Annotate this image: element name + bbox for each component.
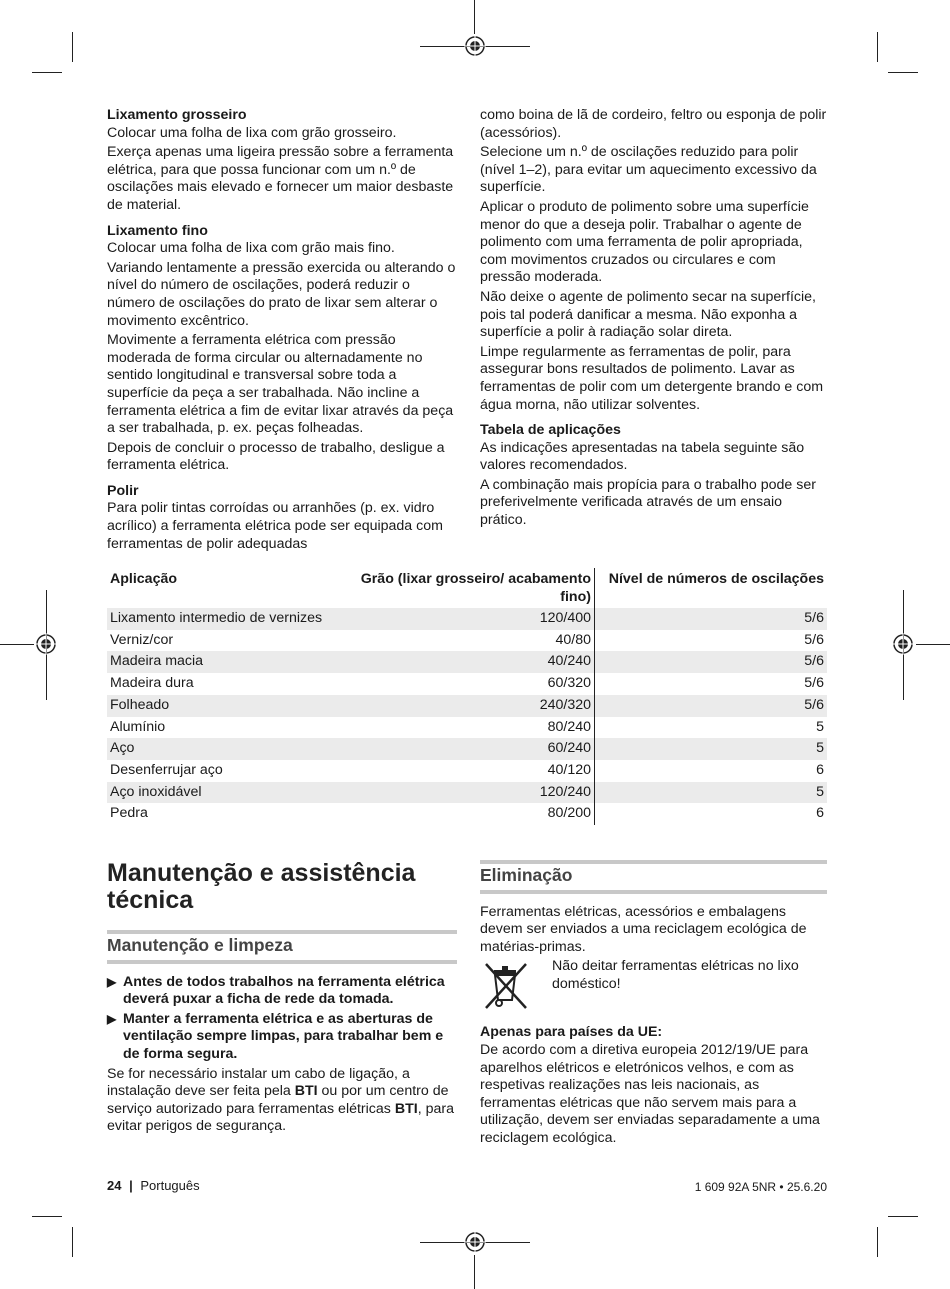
table-row [107,782,827,804]
section-title-applications-table: Tabela de aplicações [480,422,621,439]
paragraph: Para polir tintas corroídas ou arranhões (p. ex. vidro acrílico) a ferramenta elétrica pode ser equipada com ferramentas de polir adequadas [107,500,443,552]
paragraph: A combinação mais propícia para o trabalho pode ser preferivelmente verificada através de um ensaio prático. [480,476,816,529]
cell-grit: 120/240 [338,782,595,804]
table-row [107,673,827,695]
paragraph: De acordo com a diretiva europeia 2012/19/UE para aparelhos elétricos e eletrónicos velhos, e com as respetivas realizações nas leis nacionais, as ferramentas elétricas que não servem mais para a utilização, devem ser enviadas separadamente a uma reciclagem ecológica. [480,1041,820,1146]
cell-oscillation-level: 5 [595,717,828,739]
right-column [480,107,830,532]
registration-mark-icon [35,633,57,655]
cell-application: Aço [107,738,338,760]
cell-grit: 80/200 [547,805,591,822]
section-title-polishing: Polir [107,482,139,499]
maintenance-subtitle: Manutenção e limpeza [107,930,457,964]
footer-language: Português [140,1178,200,1193]
cell-application: Alumínio [110,718,166,735]
table-body [107,608,827,825]
cell-oscillation-level: 6 [595,760,828,782]
cell-application: Aço inoxidável [107,782,338,804]
header-oscillation-level: Nível de números de oscilações [595,568,828,608]
text: ou por um centro de serviço autorizado para ferramentas elétricas [107,1083,449,1117]
table-row [107,738,827,760]
cell-oscillation-level: 5/6 [595,608,828,630]
maintenance-section [107,860,457,1138]
registration-mark-icon [464,1231,486,1253]
cell-grit: 40/120 [547,761,591,778]
applications-table [107,568,827,825]
paragraph: Selecione um n.º de oscilações reduzido para polir (nível 1–2), para evitar um aquecimento excessivo da superfície. [480,144,817,196]
paragraph: Não deixe o agente de polimento secar na superfície, pois tal poderá danificar a mesma. Não exponha a superfície a polir à radiação solar direta. [480,288,816,341]
cell-application: Folheado [107,695,338,717]
header-application: Aplicação [110,571,178,587]
cell-grit: 40/80 [555,631,591,648]
table-header-row [107,568,827,608]
cell-oscillation-level: 6 [595,803,828,825]
paragraph: Limpe regularmente as ferramentas de polir, para assegurar bons resultados de polimento. Lavar as ferramentas de polir com um detergente brando e com água morna, não utilizar solventes. [480,343,824,413]
table-row [107,695,827,717]
cell-oscillation-level: 5/6 [595,651,828,673]
cell-grit: 60/240 [338,738,595,760]
paragraph: Depois de concluir o processo de trabalho, desligue a ferramenta elétrica. [107,439,445,474]
triangle-bullet-icon: ▶ [107,1011,117,1026]
left-column [107,107,457,555]
cell-oscillation-level: 5/6 [595,630,828,652]
weee-notice [480,958,827,1016]
cell-application: Lixamento intermedio de vernizes [107,608,338,630]
paragraph: Aplicar o produto de polimento sobre uma superfície menor do que a deseja polir. Trabalhar o agente de polimento com uma ferramenta de polir apropriada, com movimentos cruzados ou circulares e com pressão moderada. [480,198,809,286]
table-row [107,630,827,652]
registration-mark-icon [464,35,486,57]
cell-grit: 60/320 [547,675,591,692]
text: Se for necessário instalar um cabo de ligação, a instalação deve ser feita pela [107,1065,410,1100]
table-row [107,803,827,825]
page-number: 24 [107,1178,122,1193]
cell-grit: 40/240 [338,651,595,673]
paragraph: Colocar uma folha de lixa com grão mais fino. [107,240,395,257]
cell-grit: 80/240 [547,718,591,735]
cell-oscillation-level: 5/6 [595,695,828,717]
section-title-fine-sanding: Lixamento fino [107,222,208,239]
paragraph: Exerça apenas uma ligeira pressão sobre a ferramenta elétrica, para que possa funcionar com um n.º de oscilações mais elevado e fornecer um maior desbaste de material. [107,144,454,213]
paragraph: Movimente a ferramenta elétrica com pressão moderada de forma circular ou alternadamente no sentido longitudinal e transversal sobre toda a superfície da peça a ser trabalhada. Não incline a ferramenta elétrica a fim de evitar lixar através da peça a ser trabalhada, p. ex. peças folheadas. [107,332,454,437]
cell-oscillation-level: 5 [595,738,828,760]
cell-application: Madeira dura [110,675,194,692]
disposal-title: Eliminação [480,860,827,894]
paragraph: As indicações apresentadas na tabela seguinte são valores recomendados. [480,439,805,474]
bullet-text: Antes de todos trabalhos na ferramenta elétrica deverá puxar a ficha de rede da tomada. [123,973,445,1008]
crossed-out-wheelie-bin-icon [482,960,530,1012]
bullet-item [107,974,457,1009]
page-footer-left [107,1178,200,1193]
cell-grit: 120/400 [338,608,595,630]
cell-application: Verniz/cor [110,631,174,648]
paragraph: Ferramentas elétricas, acessórios e embalagens devem ser enviados a uma reciclagem ecológica de matérias-primas. [480,903,807,955]
paragraph: Variando lentamente a pressão exercida ou alterando o nível do número de oscilações, poderá reduzir o número de oscilações do prato de lixar sem alterar o movimento excêntrico. [107,259,456,329]
paragraph: Colocar uma folha de lixa com grão grosseiro. [107,124,397,141]
table-row [107,608,827,630]
footer-separator: | [129,1178,133,1193]
cell-application: Desenferrujar aço [110,761,223,778]
brand-name: BTI [294,1083,318,1100]
eu-only-title: Apenas para países da UE: [480,1024,663,1041]
bullet-item [107,1011,457,1064]
registration-mark-icon [892,633,914,655]
cell-oscillation-level: 5/6 [595,673,828,695]
triangle-bullet-icon: ▶ [107,974,117,989]
text: , para evitar perigos de segurança. [107,1100,454,1135]
paragraph [107,1066,457,1136]
cell-oscillation-level: 5 [595,782,828,804]
header-grit: Grão (lixar grosseiro/ acabamento fino) [360,571,591,605]
section-title-coarse-sanding: Lixamento grosseiro [107,107,247,123]
brand-name: BTI [394,1100,418,1117]
cell-grit: 240/320 [338,695,595,717]
table-row [107,651,827,673]
table-row [107,760,827,782]
weee-notice-text: Não deitar ferramentas elétricas no lixo doméstico! [552,958,799,992]
paragraph: como boina de lã de cordeiro, feltro ou esponja de polir (acessórios). [480,107,827,141]
footer-code: 1 609 92A 5NR • 25.6.20 [694,1180,827,1194]
table-row [107,717,827,739]
maintenance-title: Manutenção e assistência técnica [107,859,416,914]
cell-application: Madeira macia [107,651,338,673]
disposal-section [480,860,827,1150]
cell-application: Pedra [110,805,148,822]
bullet-text: Manter a ferramenta elétrica e as aberturas de ventilação sempre limpas, para trabalhar bem e de forma segura. [123,1010,444,1062]
